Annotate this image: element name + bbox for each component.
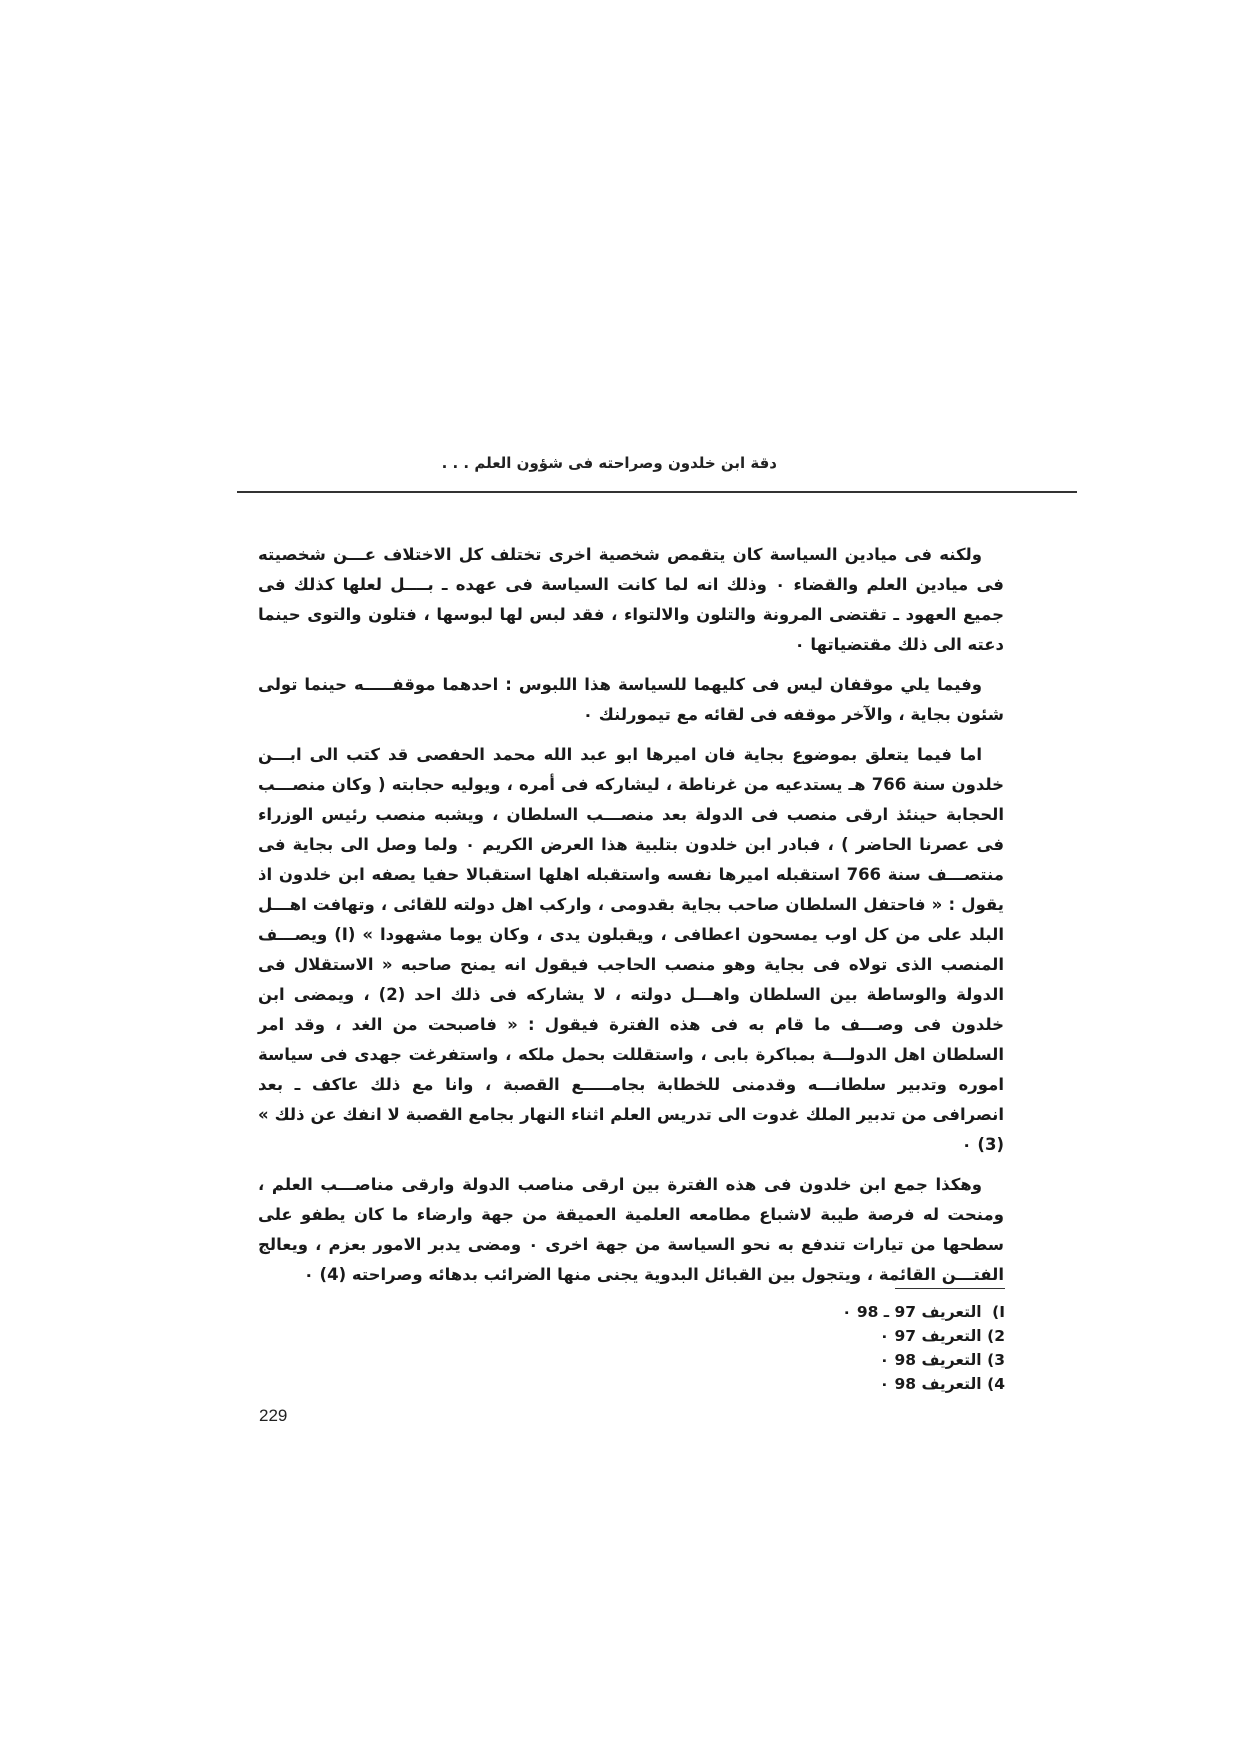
running-head: دقة ابن خلدون وصراحته فى شؤون العلم . . . [441,454,777,472]
footnote-text: التعريف 98 ٠ [879,1351,982,1369]
page-header [237,448,1077,488]
footnote-number: 2) [987,1327,1005,1345]
footnote-4 [700,1372,1005,1396]
body-text [258,540,1004,1300]
footnote-3 [700,1348,1005,1372]
footnote-rule [895,1288,1005,1289]
footnote-text: التعريف 97 ٠ [879,1327,982,1345]
paragraph-2: وفيما يلي موقفان ليس فى كليهما للسياسة هذا اللبوس : احدهما موقفـــــه حينما تولى شئون بجاية ، والآخر موقفه فى لقائه مع تيمورلنك ٠ [258,675,1004,724]
footnote-number: 4) [987,1375,1005,1393]
paragraph-3: اما فيما يتعلق بموضوع بجاية فان اميرها ابو عبد الله محمد الحفصى قد كتب الى ابـــن خلدون سنة 766 هـ يستدعيه من غرناطة ، ليشاركه فى أمره ، ويوليه حجابته ( وكان منصـــب الحجابة حينئذ ارقى منصب فى الدولة بعد منصـــب السلطان ، ويشبه منصب رئيس الوزراء فى عصرنا الحاضر ) ، فبادر ابن خلدون بتلبية هذا العرض الكريم ٠ ولما وصل الى بجاية فى منتصـــف سنة 766 استقبله اميرها نفسه واستقبله اهلها استقبالا حفيا يصفه ابن خلدون اذ يقول : « فاحتفل السلطان صاحب بجاية بقدومى ، واركب اهل دولته للقائى ، وتهافت اهـــل البلد على من كل اوب يمسحون اعطافى ، ويقبلون يدى ، وكان يوما مشهودا » (I) ويصـــف المنصب الذى تولاه فى بجاية وهو منصب الحاجب فيقول انه يمنح صاحبه « الاستقلال فى الدولة والوساطة بين السلطان واهـــل دولته ، لا يشاركه فى ذلك احد (2) ، ويمضى ابن خلدون فى وصـــف ما قام به فى هذه الفترة فيقول : « فاصبحت من الغد ، وقد امر السلطان اهل الدولـــة بمباكرة بابى ، واستقللت بحمل ملكه ، واستفرغت جهدى فى سياسة اموره وتدبير سلطانـــه وقدمنى للخطابة بجامـــــع القصبة ، وانا مع ذلك عاكف ـ بعد انصرافى من تدبير الملك غدوت الى تدريس العلم اثناء النهار بجامع القصبة لا انفك عن ذلك » (3) ٠ [258,745,1004,1154]
header-rule [237,491,1077,493]
footnote-2 [700,1324,1005,1348]
footnote-text: التعريف 98 ٠ [879,1375,982,1393]
footnote-1 [700,1300,1005,1324]
footnote-number: I) [992,1303,1005,1321]
paragraph-4: وهكذا جمع ابن خلدون فى هذه الفترة بين ارقى مناصب الدولة وارقى مناصـــب العلم ، ومنحت له فرصة طيبة لاشباع مطامعه العلمية العميقة من جهة وارضاء ما كان يطفو على سطحها من تيارات تندفع به نحو السياسة من جهة اخرى ٠ ومضى يدبر الامور بعزم ، ويعالج الفتـــن القائمة ، ويتجول بين القبائل البدوية يجنى منها الضرائب بدهائه وصراحته (4) ٠ [258,1175,1004,1284]
page-number: 229 [259,1406,288,1425]
footnote-text: التعريف 97 ـ 98 ٠ [841,1303,982,1321]
footnote-number: 3) [987,1351,1005,1369]
footnotes [700,1300,1005,1396]
paragraph-1: ولكنه فى ميادين السياسة كان يتقمص شخصية اخرى تختلف كل الاختلاف عـــن شخصيته فى ميادين العلم والقضاء ٠ وذلك انه لما كانت السياسة فى عهده ـ بــــل لعلها كذلك فى جميع العهود ـ تقتضى المرونة والتلون والالتواء ، فقد لبس لها لبوسها ، فتلون والتوى حينما دعته الى ذلك مقتضياتها ٠ [258,545,1004,654]
